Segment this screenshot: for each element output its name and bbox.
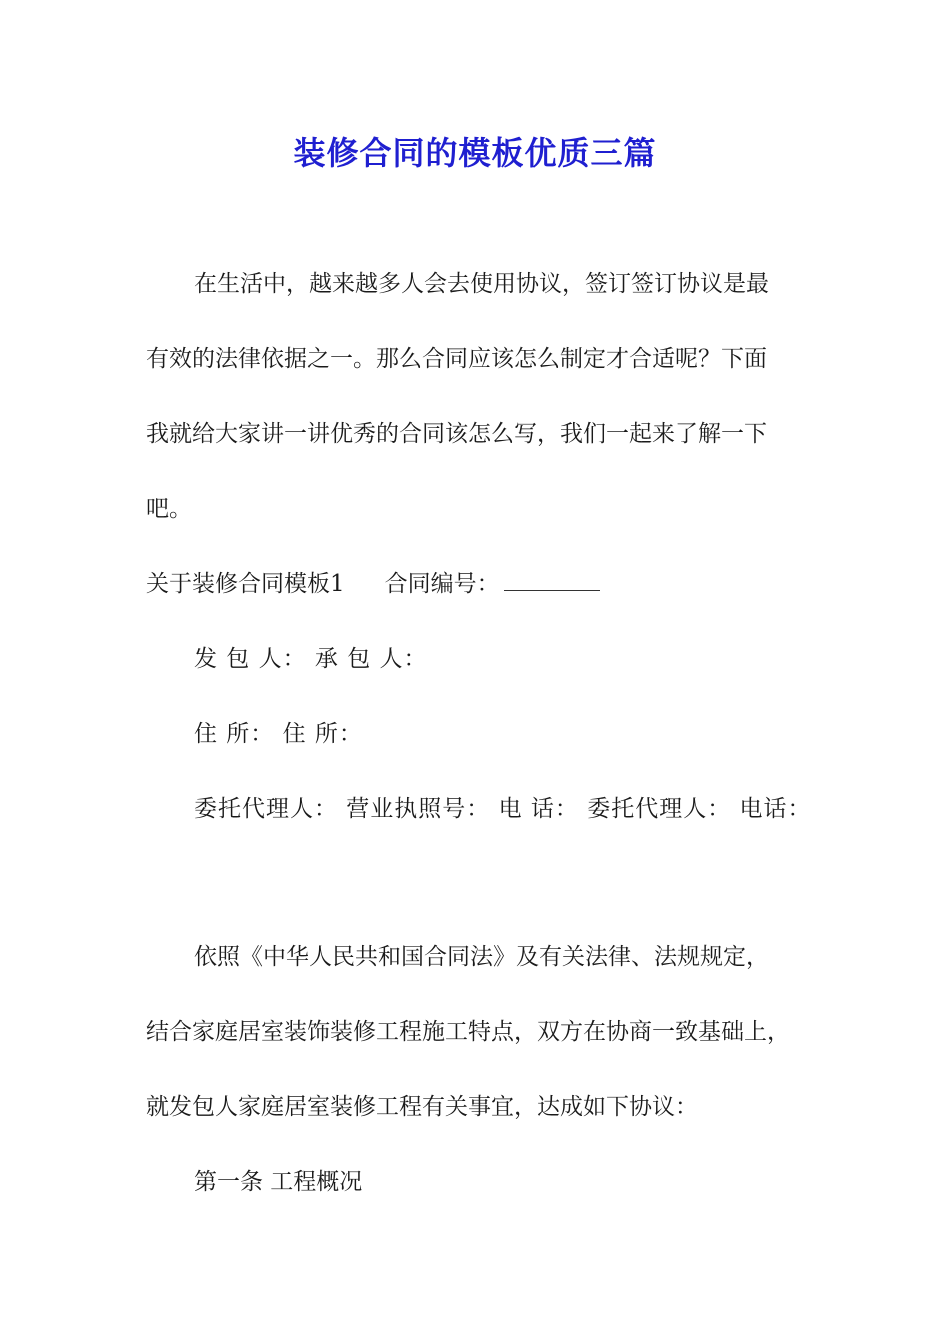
preamble-line-3: 就发包人家庭居室装修工程有关事宜，达成如下协议： — [146, 1094, 698, 1120]
parties-line: 发 包 人： 承 包 人： — [194, 646, 428, 672]
preamble-line-2: 结合家庭居室装饰装修工程施工特点，双方在协商一致基础上， — [146, 1019, 790, 1045]
address-line: 住 所： 住 所： — [194, 721, 363, 747]
template-heading: 关于装修合同模板1 — [146, 571, 345, 597]
agents-line: 委托代理人： 营业执照号： 电 话： 委托代理人： 电话： — [194, 796, 812, 822]
intro-line-4: 吧。 — [146, 496, 192, 522]
contract-number-blank — [504, 568, 600, 591]
intro-line-2: 有效的法律依据之一。那么合同应该怎么制定才合适呢？下面 — [146, 346, 767, 372]
intro-line-3: 我就给大家讲一讲优秀的合同该怎么写，我们一起来了解一下 — [146, 421, 767, 447]
template-heading-row — [146, 568, 600, 600]
article-1-heading: 第一条 工程概况 — [194, 1169, 363, 1195]
intro-line-1: 在生活中，越来越多人会去使用协议，签订签订协议是最 — [194, 271, 769, 297]
contract-number-label: 合同编号： — [384, 571, 500, 597]
preamble-line-1: 依照《中华人民共和国合同法》及有关法律、法规规定， — [194, 944, 769, 970]
document-title: 装修合同的模板优质三篇 — [293, 134, 657, 172]
